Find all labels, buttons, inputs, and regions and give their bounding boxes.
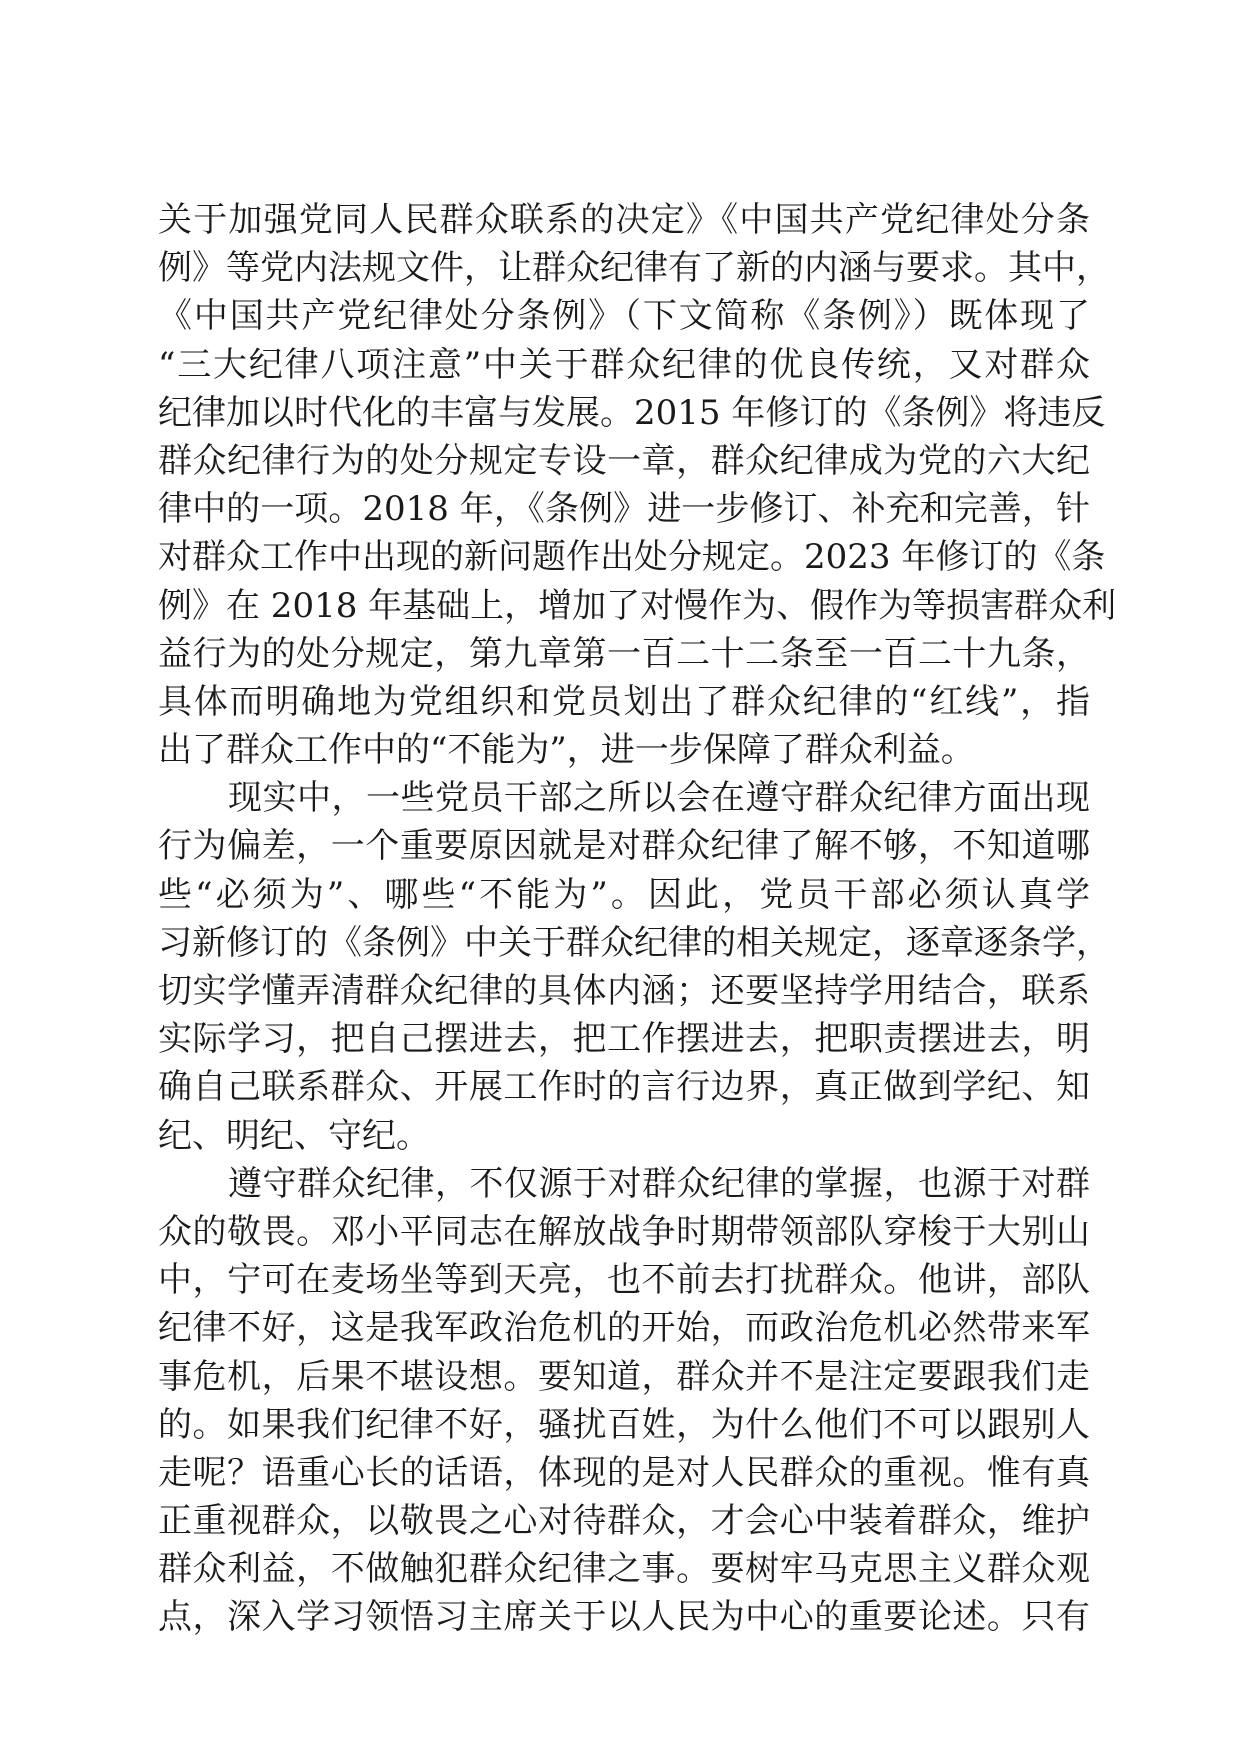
text-line: 众的敬畏。邓小平同志在解放战争时期带领部队穿梭于大别山 [158, 1211, 1090, 1252]
text-line: 纪律加以时代化的丰富与发展。2015 年修订的《条例》将违反 [158, 392, 1106, 433]
text-line: 些“必须为”、哪些“不能为”。因此，党员干部必须认真学 [158, 874, 1090, 915]
text-line: 确自己联系群众、开展工作时的言行边界，真正做到学纪、知 [158, 1067, 1090, 1108]
text-line: 中，宁可在麦场坐等到天亮，也不前去打扰群众。他讲，部队 [158, 1260, 1090, 1301]
text-line: 纪、明纪、守纪。 [158, 1115, 430, 1156]
text-line: 益行为的处分规定，第九章第一百二十二条至一百二十九条， [158, 633, 1090, 674]
text-line: 遵守群众纪律，不仅源于对群众纪律的掌握，也源于对群 [228, 1163, 1090, 1204]
paragraph-learning-discipline [158, 774, 1110, 1160]
text-line: 点，深入学习领悟习主席关于以人民为中心的重要论述。只有 [158, 1597, 1090, 1638]
text-line: 律中的一项。2018 年，《条例》进一步修订、补充和完善，针 [158, 489, 1090, 530]
text-line: 具体而明确地为党组织和党员划出了群众纪律的“红线”，指 [158, 681, 1090, 722]
text-line: 《中国共产党纪律处分条例》（下文简称《条例》）既体现了 [158, 296, 1090, 337]
text-line: 正重视群众，以敬畏之心对待群众，才会心中装着群众，维护 [158, 1501, 1090, 1542]
text-line: 群众纪律行为的处分规定专设一章，群众纪律成为党的六大纪 [158, 440, 1090, 481]
text-line: 切实学懂弄清群众纪律的具体内涵；还要坚持学用结合，联系 [158, 971, 1090, 1011]
paragraph-respect-for-masses [158, 1160, 1090, 1642]
text-line: 的。如果我们纪律不好，骚扰百姓，为什么他们不可以跟别人 [158, 1404, 1090, 1445]
text-line: 实际学习，把自己摆进去，把工作摆进去，把职责摆进去，明 [158, 1019, 1090, 1060]
text-line: “三大纪律八项注意”中关于群众纪律的优良传统，又对群众 [158, 344, 1090, 385]
text-line: 事危机，后果不堪设想。要知道，群众并不是注定要跟我们走 [158, 1356, 1090, 1397]
paragraph-group-discipline-regulations [158, 196, 1117, 774]
text-line: 纪律不好，这是我军政治危机的开始，而政治危机必然带来军 [158, 1308, 1090, 1349]
text-line: 例》在 2018 年基础上，增加了对慢作为、假作为等损害群众利 [158, 585, 1117, 626]
text-line: 走呢？语重心长的话语，体现的是对人民群众的重视。惟有真 [158, 1452, 1090, 1493]
text-line: 例》等党内法规文件，让群众纪律有了新的内涵与要求。其中， [158, 248, 1110, 289]
text-line: 出了群众工作中的“不能为”，进一步保障了群众利益。 [158, 730, 975, 771]
text-line: 对群众工作中出现的新问题作出处分规定。2023 年修订的《条 [158, 537, 1106, 578]
text-line: 现实中，一些党员干部之所以会在遵守群众纪律方面出现 [228, 778, 1090, 819]
text-line: 关于加强党同人民群众联系的决定》《中国共产党纪律处分条 [158, 200, 1090, 240]
document-page [158, 196, 1117, 1642]
text-line: 群众利益，不做触犯群众纪律之事。要树牢马克思主义群众观 [158, 1549, 1090, 1590]
text-line: 行为偏差，一个重要原因就是对群众纪律了解不够，不知道哪 [158, 826, 1090, 867]
text-line: 习新修订的《条例》中关于群众纪律的相关规定，逐章逐条学， [158, 922, 1110, 963]
